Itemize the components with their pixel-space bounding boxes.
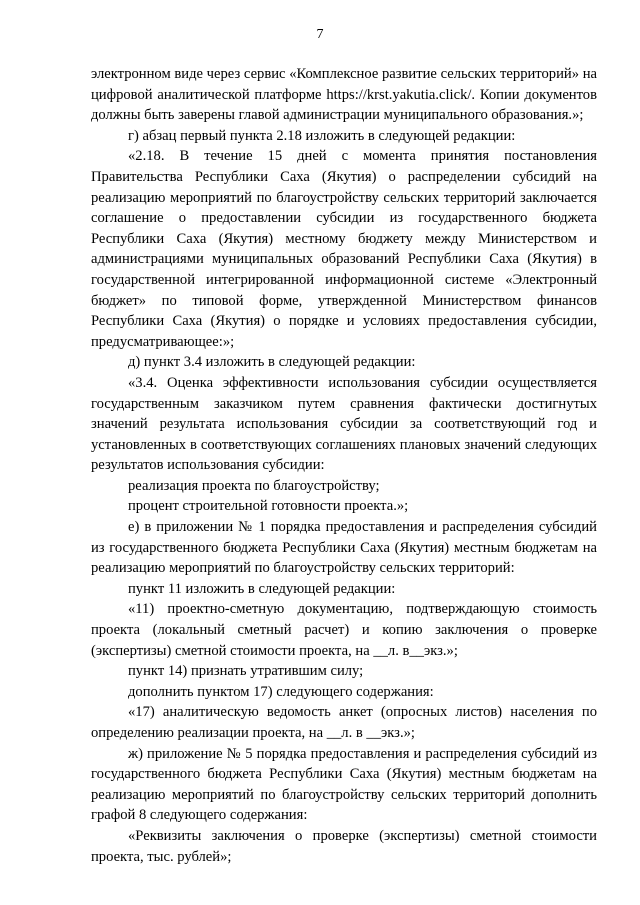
paragraph-item-17-header: дополнить пунктом 17) следующего содержания: <box>128 683 434 700</box>
paragraph-result-2: процент строительной готовности проекта.»; <box>128 498 409 515</box>
paragraph-amendment-d: д) пункт 3.4 изложить в следующей редакции: <box>128 354 416 371</box>
paragraph-clause-3-4: «3.4. Оценка эффективности использования субсидии осуществляется государственным заказчиком путем сравнения фактически достигнутых значений результата использования субсидии за соответствующий год и установленных в соответствующих соглашениях плановых значений следующих результатов использования субсидии: <box>91 374 597 474</box>
paragraph-result-1: реализация проекта по благоустройству; <box>128 477 380 494</box>
paragraph-amendment-e: е) в приложении № 1 порядка предоставления и распределения субсидий из государственного бюджета Республики Саха (Якутия) местным бюджетам на реализацию мероприятий по благоустройству сельских территорий: <box>91 519 597 577</box>
paragraph-continuation: электронном виде через сервис «Комплексное развитие сельских территорий» на цифровой аналитической платформе https://krst.yakutia.click/. Копии документов должны быть заверены главой администрации муниципального образования.»; <box>91 66 597 124</box>
paragraph-item-11: «11) проектно-сметную документацию, подтверждающую стоимость проекта (локальный сметный расчет) и копию заключения о проверке (экспертизы) сметной стоимости проекта, на __л. в__экз.»; <box>91 601 597 659</box>
paragraph-clause-2-18: «2.18. В течение 15 дней с момента принятия постановления Правительства Республики Саха (Якутия) о распределении субсидий на реализацию мероприятий по благоустройству сельских территорий заключается соглашение о предоставлении субсидии из государственного бюджета Республики Саха (Якутия) местному бюджету между Министерством и администрациями муниципальных образований Республики Саха (Якутия) в государственной интегрированной информационной системе «Электронный бюджет» по типовой форме, утвержденной Министерством финансов Республики Саха (Якутия) о порядке и условиях предоставления субсидии, предусматривающее:»; <box>91 148 597 350</box>
document-body <box>91 64 597 867</box>
paragraph-item-17: «17) аналитическую ведомость анкет (опросных листов) населения по определению реализации проекта, на __л. в __экз.»; <box>91 704 597 741</box>
paragraph-column-8: «Реквизиты заключения о проверке (экспертизы) сметной стоимости проекта, тыс. рублей»; <box>91 827 597 865</box>
paragraph-amendment-zh: ж) приложение № 5 порядка предоставления и распределения субсидий из государственного бюджета Республики Саха (Якутия) местным бюджетам на реализацию мероприятий по благоустройству сельских территорий дополнить графой 8 следующего содержания: <box>91 745 597 824</box>
paragraph-item-11-header: пункт 11 изложить в следующей редакции: <box>128 580 396 597</box>
paragraph-item-14: пункт 14) признать утратившим силу; <box>128 663 364 680</box>
paragraph-amendment-g: г) абзац первый пункта 2.18 изложить в следующей редакции: <box>128 127 516 144</box>
page-number: 7 <box>316 27 324 42</box>
